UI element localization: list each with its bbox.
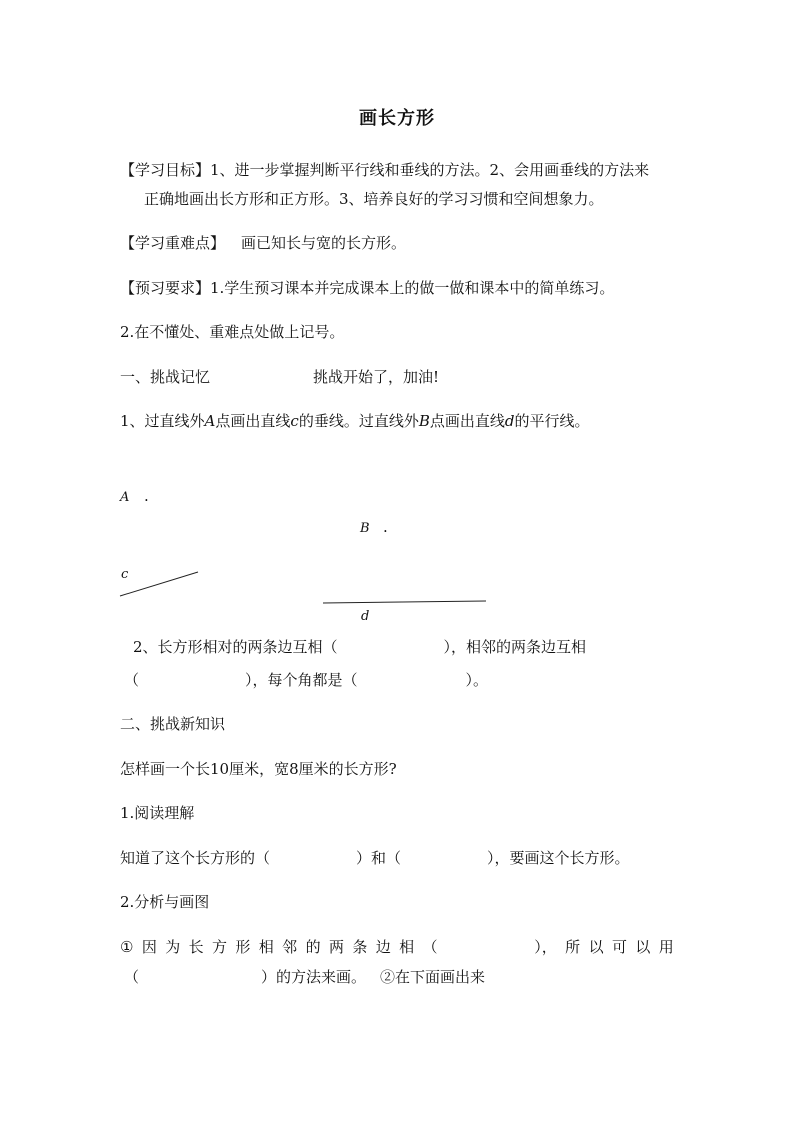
analysis-char: 方 xyxy=(212,938,228,956)
analysis-char: 的 xyxy=(305,938,321,956)
question-2-line-1 xyxy=(133,637,586,657)
q2-text-5: ）。 xyxy=(465,671,489,689)
section2-question: 怎样画一个长10厘米，宽8厘米的长方形? xyxy=(120,760,397,778)
q2-text-1: 2、长方形相对的两条边互相（ xyxy=(133,638,338,656)
page-title: 画长方形 xyxy=(359,108,435,129)
figure-line-d-label: d xyxy=(361,609,370,624)
figure-line-c-label: c xyxy=(121,567,129,582)
analysis-char: 以 xyxy=(635,938,651,956)
q2-text-3: （ xyxy=(124,671,140,689)
q1-text-1: 1、过直线外 xyxy=(120,412,205,430)
q1-text-3: 的垂线。过直线外 xyxy=(298,412,419,430)
q1-text-5: 的平行线。 xyxy=(514,412,590,430)
objectives-line-1: 【学习目标】1、进一步掌握判断平行线和垂线的方法。2、会用画垂线的方法来 xyxy=(120,161,650,179)
analysis-char: 因 xyxy=(141,938,157,956)
analysis-text-3: ②在下面画出来 xyxy=(380,968,486,986)
question-2-line-2 xyxy=(124,670,488,690)
analysis-char: ）， xyxy=(534,938,557,956)
analysis-text-1: （ xyxy=(124,968,140,986)
key-points-text: 画已知长与宽的长方形。 xyxy=(241,234,407,252)
analysis-char: 用 xyxy=(658,938,674,956)
q1-point-b: B xyxy=(418,412,430,430)
analysis-char: 邻 xyxy=(282,938,298,956)
analysis-char: 长 xyxy=(188,938,204,956)
key-points-label: 【学习重难点】 xyxy=(120,234,226,252)
know-text-1: 知道了这个长方形的（ xyxy=(120,849,271,867)
analysis-char: 以 xyxy=(588,938,604,956)
analysis-char: 为 xyxy=(165,938,181,956)
know-text-3: ），要画这个长方形。 xyxy=(487,849,630,867)
figure-point-b-dot: . xyxy=(383,518,388,536)
analysis-char: 相 xyxy=(258,938,274,956)
figure-point-a-dot: . xyxy=(144,487,149,505)
section2-sub-1: 1.阅读理解 xyxy=(120,804,195,822)
q1-text-4: 点画出直线 xyxy=(429,412,505,430)
know-line xyxy=(120,848,630,868)
analysis-char: 两 xyxy=(328,938,344,956)
analysis-char: 条 xyxy=(352,938,368,956)
preview-line-1: 【预习要求】1.学生预习课本并完成课本上的做一做和课本中的简单练习。 xyxy=(120,279,615,297)
analysis-line-1 xyxy=(120,937,674,957)
analysis-char: （ xyxy=(422,938,438,956)
q1-line-c: c xyxy=(290,412,299,430)
analysis-char: 可 xyxy=(611,938,627,956)
analysis-char: 形 xyxy=(235,938,251,956)
analysis-char: 边 xyxy=(375,938,391,956)
figure-point-b-label: B xyxy=(360,521,370,536)
objectives-line-2: 正确地画出长方形和正方形。3、培养良好的学习习惯和空间想象力。 xyxy=(144,190,604,208)
line-c xyxy=(120,572,198,596)
analysis-char: 相 xyxy=(399,938,415,956)
q1-point-a: A xyxy=(204,412,216,430)
analysis-text-2: ）的方法来画。 xyxy=(261,968,367,986)
q1-line-d: d xyxy=(504,412,515,430)
section1-cheer: 挑战开始了，加油! xyxy=(313,368,440,386)
know-text-2: ）和（ xyxy=(356,849,402,867)
line-d xyxy=(323,601,486,603)
q1-text-2: 点画出直线 xyxy=(215,412,291,430)
figure-point-a-label: A xyxy=(120,490,130,505)
section2-sub-2: 2.分析与画图 xyxy=(120,893,210,911)
section2-heading: 二、挑战新知识 xyxy=(120,715,226,733)
analysis-line-2 xyxy=(124,967,485,987)
analysis-char: 所 xyxy=(565,938,581,956)
q2-text-4: ），每个角都是（ xyxy=(245,671,358,689)
analysis-char: ① xyxy=(120,938,134,956)
section1-heading: 一、挑战记忆 xyxy=(120,368,211,386)
preview-line-2: 2.在不懂处、重难点处做上记号。 xyxy=(120,323,345,341)
q2-text-2: ），相邻的两条边互相 xyxy=(443,638,587,656)
